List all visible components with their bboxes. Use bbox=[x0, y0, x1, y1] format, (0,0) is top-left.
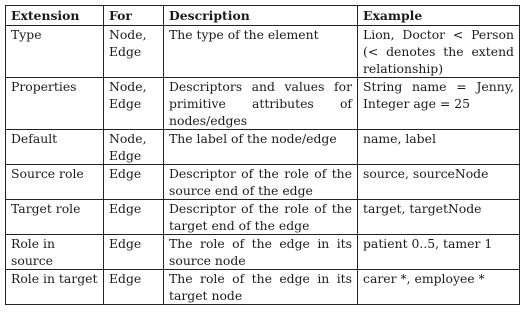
cell-for: Node, Edge bbox=[104, 26, 164, 78]
cell-description: Descriptor of the role of the source end of the edge bbox=[164, 165, 358, 200]
cell-description: The label of the node/edge bbox=[164, 130, 358, 165]
table-row bbox=[6, 78, 520, 130]
cell-description: Descriptor of the role of the target end of the edge bbox=[164, 200, 358, 235]
cell-extension: Role in target bbox=[6, 270, 104, 305]
cell-example: carer *, employee * bbox=[358, 270, 520, 305]
cell-extension: Role in source bbox=[6, 235, 104, 270]
cell-description: The role of the edge in its source node bbox=[164, 235, 358, 270]
cell-for: Node, Edge bbox=[104, 78, 164, 130]
cell-extension: Source role bbox=[6, 165, 104, 200]
cell-extension: Type bbox=[6, 26, 104, 78]
cell-example: patient 0..5, tamer 1 bbox=[358, 235, 520, 270]
cell-extension: Properties bbox=[6, 78, 104, 130]
extensions-table-container bbox=[5, 5, 520, 305]
cell-for: Edge bbox=[104, 200, 164, 235]
cell-for: Edge bbox=[104, 235, 164, 270]
cell-example: name, label bbox=[358, 130, 520, 165]
cell-description: The role of the edge in its target node bbox=[164, 270, 358, 305]
cell-for: Edge bbox=[104, 270, 164, 305]
cell-example: target, targetNode bbox=[358, 200, 520, 235]
table-row bbox=[6, 165, 520, 200]
cell-example: source, sourceNode bbox=[358, 165, 520, 200]
header-example: Example bbox=[358, 6, 520, 26]
cell-example: Lion, Doctor < Person (< denotes the extend relationship) bbox=[358, 26, 520, 78]
cell-for: Node, Edge bbox=[104, 130, 164, 165]
cell-for: Edge bbox=[104, 165, 164, 200]
cell-example: String name = Jenny, Integer age = 25 bbox=[358, 78, 520, 130]
cell-extension: Target role bbox=[6, 200, 104, 235]
header-description: Description bbox=[164, 6, 358, 26]
table-row bbox=[6, 26, 520, 78]
header-for: For bbox=[104, 6, 164, 26]
header-extension: Extension bbox=[6, 6, 104, 26]
cell-description: Descriptors and values for primitive attributes of nodes/edges bbox=[164, 78, 358, 130]
table-row bbox=[6, 270, 520, 305]
table-row bbox=[6, 130, 520, 165]
cell-description: The type of the element bbox=[164, 26, 358, 78]
table-row bbox=[6, 235, 520, 270]
table-header-row bbox=[6, 6, 520, 26]
cell-extension: Default bbox=[6, 130, 104, 165]
extensions-table bbox=[5, 5, 520, 305]
table-row bbox=[6, 200, 520, 235]
